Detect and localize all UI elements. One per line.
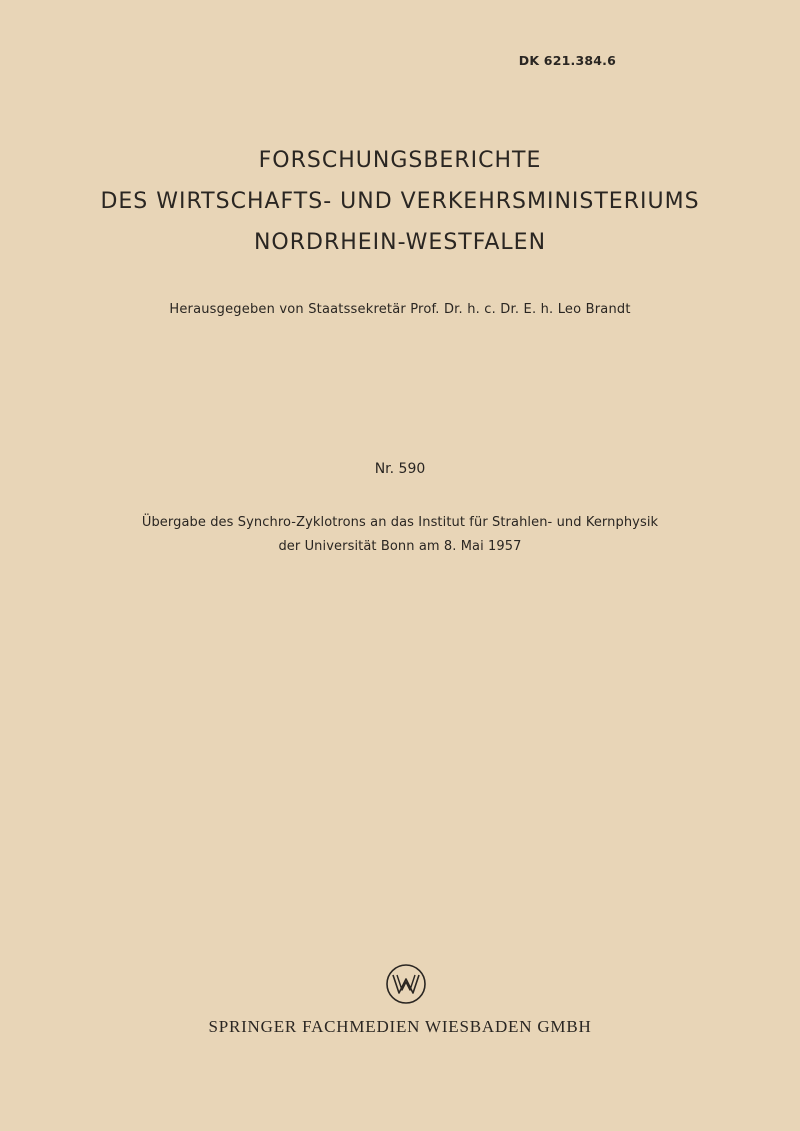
publisher-name: SPRINGER FACHMEDIEN WIESBADEN GMBH bbox=[208, 1017, 592, 1036]
classification-number: DK 621.384.6 bbox=[518, 53, 616, 68]
series-title-line-1: FORSCHUNGSBERICHTE bbox=[258, 148, 542, 173]
series-title-line-3: NORDRHEIN-WESTFALEN bbox=[253, 230, 547, 255]
springer-wv-logo-icon bbox=[385, 963, 427, 1005]
series-title-line-2: DES WIRTSCHAFTS- UND VERKEHRSMINISTERIUMS bbox=[100, 189, 700, 214]
subject-line-1: Übergabe des Synchro-Zyklotrons an das Institut für Strahlen- und Kernphysik bbox=[141, 515, 659, 530]
issue-number: Nr. 590 bbox=[374, 461, 426, 477]
editor-line: Herausgegeben von Staatssekretär Prof. Dr. h. c. Dr. E. h. Leo Brandt bbox=[169, 302, 631, 317]
subject-line-2: der Universität Bonn am 8. Mai 1957 bbox=[278, 539, 522, 554]
